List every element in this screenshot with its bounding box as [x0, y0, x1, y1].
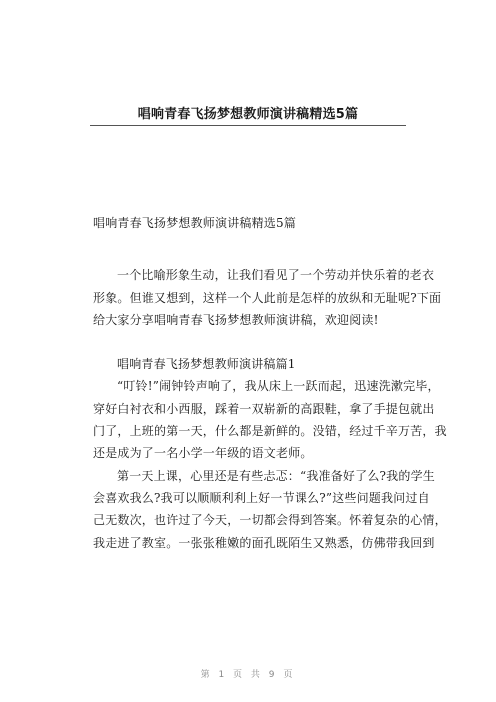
page-header-title: 唱响青春飞扬梦想教师演讲稿精选5篇: [137, 107, 359, 122]
paragraph-line: 会喜欢我么?我可以顺顺利利上好一节课么?”这些问题我问过自: [93, 490, 430, 505]
paragraph-line: 还是成为了一名小学一年级的语文老师。: [93, 446, 313, 461]
section-heading: 唱响青春飞扬梦想教师演讲稿篇1: [117, 357, 296, 372]
paragraph-line: 形象。但谁又想到，这样一个人此前是怎样的放纵和无耻呢?下面: [93, 290, 442, 305]
paragraph-line: 己无数次，也许过了今天，一切都会得到答案。怀着复杂的心情，: [93, 513, 447, 528]
spacer: [93, 331, 409, 353]
paragraph-line: 给大家分享唱响青春飞扬梦想教师演讲稿，欢迎阅读!: [93, 312, 379, 327]
paragraph-1: [93, 375, 447, 464]
document-body: [93, 212, 447, 554]
paragraph-line: 第一天上课，心里还是有些忐忑：“我准备好了么?我的学生: [117, 468, 435, 483]
spacer: [93, 234, 409, 264]
paragraph-2: [93, 465, 447, 554]
paragraph-line: 门了，上班的第一天，什么都是新鲜的。没错，经过千辛万苦，我: [93, 424, 447, 439]
paragraph-line: 我走进了教室。一张张稚嫩的面孔既陌生又熟悉，仿佛带我回到: [93, 535, 435, 550]
page-number: 第 1 页 共 9 页: [200, 670, 296, 680]
paragraph-line: 穿好白衬衣和小西服，踩着一双崭新的高跟鞋，拿了手提包就出: [93, 401, 435, 416]
paragraph-line: “叮铃!”闹钟铃声响了，我从床上一跃而起，迅速洗漱完毕，: [117, 379, 440, 394]
header-divider: [90, 125, 406, 126]
intro-paragraph: [93, 264, 442, 331]
document-title: 唱响青春飞扬梦想教师演讲稿精选5篇: [93, 216, 297, 230]
paragraph-line: 一个比喻形象生动，让我们看见了一个劳动并快乐着的老衣: [117, 268, 435, 283]
